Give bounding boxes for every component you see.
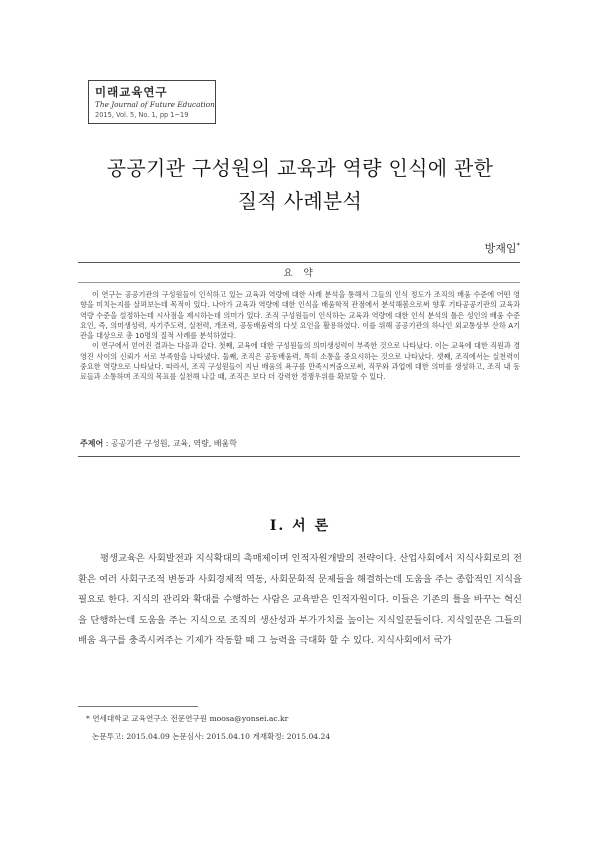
- author-footnote-mark: *: [516, 241, 520, 250]
- journal-name-english: The Journal of Future Education: [95, 100, 215, 109]
- abstract-heading: 요 약: [283, 268, 317, 279]
- abstract-paragraph-1: 이 연구는 공공기관의 구성원들이 인식하고 있는 교육과 역량에 대한 사례 분석을 통해서 그들의 인식 정도가 조직의 배움 수준에 어떤 영향을 미치는지를 살펴보는데 목적이 있다. 나아가 교육과 역량에 대한 인식을 배움학적 관점에서 분석해봄으로써 향후 기타공공기관의 교육과 역량 수준을 설정하는데 시사점을 제시하는데 의미가 있다. 조직 구성원들이 인식하는 교육과 역량에 대한 인식 분석의 틀은 성인의 배움 수준 요인, 즉, 의미생성력, 자기주도력, 실천력, 개조력, 공동배움력의 다섯 요인을 활용하였다. 이를 위해 공공기관의 하나인 외교통상부 산하 A기관을 대상으로 총 10명의 질적 사례를 분석하였다.: [80, 290, 520, 341]
- journal-name-korean: 미래교육연구: [95, 85, 168, 99]
- paper-title-line-1: 공공기관 구성원의 교육과 역량 인식에 관한: [106, 156, 494, 180]
- keywords-line: [80, 438, 237, 449]
- footnote-rule: [78, 706, 198, 707]
- keywords-text: : 공공기관 구성원, 교육, 역량, 배움학: [105, 439, 237, 448]
- author-name-text: 방재임: [484, 242, 517, 255]
- paper-title-line-2: 질적 사례분석: [237, 189, 363, 213]
- journal-volume-info: 2015, Vol. 5, No. 1, pp 1~19: [95, 111, 189, 119]
- abstract-heading-rule: [78, 282, 520, 283]
- abstract-bottom-rule: [78, 456, 520, 457]
- author-name: [485, 240, 520, 256]
- abstract-body: [80, 290, 520, 383]
- abstract-top-rule: [78, 262, 520, 263]
- introduction-body: [78, 549, 522, 652]
- introduction-paragraph: 평생교육은 사회발전과 지식확대의 촉매제이며 인적자원개발의 전략이다. 산업사회에서 지식사회로의 전환은 여러 사회구조적 변동과 사회경제적 역동, 사회문화적 문제들을 해결하는데 도움을 주는 종합적인 지식을 필요로 한다. 지식의 관리와 확대를 수행하는 사람은 교육받은 인적자원이다. 이들은 기존의 틀을 바꾸는 혁신을 단행하는데 도움을 주는 지식으로 조직의 생산성과 부가가치를 높이는 지식일꾼들이다. 지식일꾼은 그들의 배움 욕구를 충족시켜주는 기제가 작동할 때 그 능력을 극대화 할 수 있다. 지식사회에서 국가: [78, 553, 522, 647]
- footnote-affiliation: * 연세대학교 교육연구소 전문연구원 moosa@yonsei.ac.kr: [86, 714, 289, 723]
- footnote-dates: 논문투고: 2015.04.09 논문심사: 2015.04.10 게재확정: 2015.04.24: [92, 732, 331, 741]
- journal-header-box: [88, 80, 216, 124]
- keywords-label: 주제어: [80, 439, 104, 448]
- abstract-paragraph-2: 이 연구에서 얻어진 결과는 다음과 같다. 첫째, 교육에 대한 구성원들의 의미생성력이 부족한 것으로 나타났다. 이는 교육에 대한 직원과 경영진 사이의 신뢰가 서로 부족함을 나타냈다. 둘째, 조직은 공동배움력, 특히 소통을 중요시하는 것으로 나타났다. 셋째, 조직에서는 실천력이 중요한 역량으로 나타났다. 따라서, 조직 구성원들이 지닌 배움의 욕구를 만족시켜줌으로써, 직무와 과업에 대한 의미를 생성하고, 조직 내 동료들과 소통하며 조직의 목표를 실천해 나갈 때, 조직은 보다 더 강력한 경쟁우위를 확보할 수 있다.: [80, 341, 520, 382]
- section-heading-introduction: Ⅰ. 서 론: [269, 518, 331, 534]
